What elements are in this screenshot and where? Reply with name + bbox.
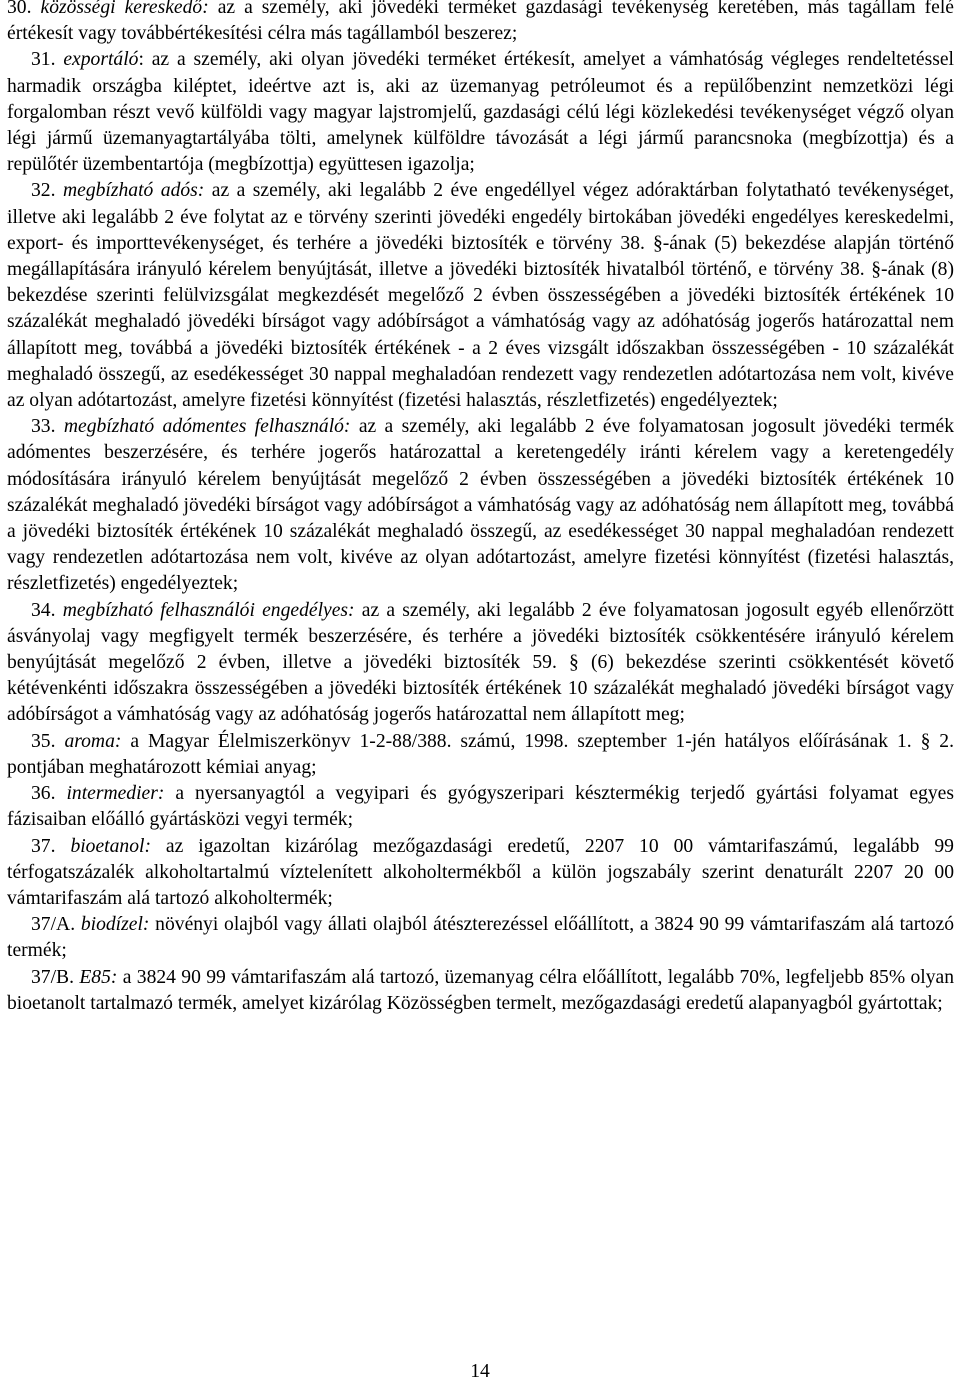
definition-number: 37/B. [31, 966, 75, 988]
definition-term: megbízható felhasználói engedélyes: [62, 599, 355, 621]
definition-term: biodízel: [80, 914, 150, 936]
definition-text: az a személy, aki jövedéki terméket gazdasági tevékenység keretében, más tagállam felé értékesít vagy továbbértékesítési célra más tagállamból beszerez; [7, 0, 954, 45]
definition-text: az a személy, aki legalább 2 éve folyamatosan jogosult egyéb ellenőrzött ásványolaj vagy megfigyelt termék beszerzésére, és terhére a jövedéki biztosíték csökkentésére irányuló kérelem benyújtását megelőző 2 évben, illetve a jövedéki biztosíték 59. § (6) bekezdése szerinti csökkentését követő kétévenkénti időszakra összességében a jövedéki biztosíték értékének 10 százalékát meghaladó jövedéki bírságot vagy adóbírságot a vámhatóság vagy az adóhatóság jogerős határozattal nem állapított meg; [7, 599, 954, 726]
definition-number: 33. [31, 416, 56, 438]
definition-number: 30. [7, 0, 32, 18]
definition-term: megbízható adós: [62, 180, 205, 202]
definition-term: közösségi kereskedő: [40, 0, 209, 18]
definition-term: megbízható adómentes felhasználó: [63, 416, 351, 438]
definition-31 [7, 47, 954, 178]
definition-number: 36. [31, 783, 56, 805]
definition-number: 34. [31, 599, 56, 621]
definition-30 [7, 0, 954, 47]
definition-37 [7, 834, 954, 913]
definition-number: 32. [31, 180, 56, 202]
definition-text: a 3824 90 99 vámtarifaszám alá tartozó, üzemanyag célra előállított, legalább 70%, legfeljebb 85% olyan bioetanolt tartalmazó termék, amelyet kizárólag Közösségben termelt, mezőgazdasági eredetű alapanyagból gyártottak; [7, 966, 954, 1014]
definitions-list [7, 0, 954, 1017]
definition-36 [7, 781, 954, 833]
definition-35 [7, 729, 954, 781]
definition-32 [7, 178, 954, 414]
definition-text: a nyersanyagtól a vegyipari és gyógyszeripari késztermékig terjedő gyártási folyamat egyes fázisaiban előálló gyártásközi vegyi termék; [7, 783, 954, 831]
definition-text: : az a személy, aki olyan jövedéki terméket értékesít, amelyet a vámhatóság végleges rendeltetéssel harmadik országba kiléptet, ideértve azt is, aki az üzemanyag petróleumot és a repülőbenzint nemzetközi légi forgalomban részt vevő külföldi vagy magyar lajstromjelű, gazdasági célú légi közlekedési tevékenységet végző olyan légi jármű üzemanyagtartályába tölti, amelynek külföldre távozását a légi jármű parancsnoka (megbízottja) és a repülőtér üzembentartója (megbízottja) együttesen igazolja; [7, 49, 954, 176]
definition-term: aroma: [64, 730, 122, 752]
definition-37a [7, 912, 954, 964]
definition-text: az a személy, aki legalább 2 éve folyamatosan jogosult jövedéki termék adómentes beszerzésére, és terhére jogerős határozattal a keretengedély iránti kérelem vagy a keretengedély módosítására irányuló kérelem benyújtását megelőző 2 évben összességében a jövedéki biztosíték értékének 10 százalékát meghaladó jövedéki bírságot vagy adóbírságot a vámhatóság vagy az adóhatóság nem állapított meg, továbbá a jövedéki biztosíték értékének 10 százalékát meghaladó összegű, az esedékességet 30 nappal meghaladóan rendezett vagy rendezetlen adótartozása nem volt, kivéve az olyan adótartozást, amelyre fizetési könnyítést (fizetési halasztás, részletfizetés) engedélyeztek; [7, 416, 954, 595]
definition-term: exportáló [63, 49, 139, 71]
definition-text: az igazoltan kizárólag mezőgazdasági eredetű, 2207 10 00 vámtarifaszámú, legalább 99 térfogatszázalék alkoholtartalmú víztelenített alkoholtermékből a külön jogszabály szerint denaturált 2207 20 00 vámtarifaszám alá tartozó alkoholtermék; [7, 835, 954, 909]
definition-term: bioetanol: [70, 835, 151, 857]
page-number: 14 [470, 1361, 490, 1382]
definition-number: 37. [31, 835, 56, 857]
definition-37b [7, 965, 954, 1017]
definition-34 [7, 598, 954, 729]
definition-33 [7, 414, 954, 597]
definition-text: az a személy, aki legalább 2 éve engedéllyel végez adóraktárban folytatható tevékenységet, illetve aki legalább 2 éve folytat az e törvény szerinti jövedéki engedély birtokában jövedéki engedélyes kereskedelmi, export- és importtevékenységet, és terhére a jövedéki biztosíték e törvény 38. §-ának (5) bekezdése alapján történő megállapítására irányuló kérelem benyújtását, illetve a jövedéki biztosíték hivatalból történő, e törvény 38. §-ának (8) bekezdése szerinti felülvizsgálat megkezdését megelőző 2 évben összességében a jövedéki biztosíték értékének 10 százalékát meghaladó jövedéki bírságot vagy adóbírságot a vámhatóság vagy az adóhatóság jogerős határozattal nem állapított meg, továbbá a jövedéki biztosíték értékének - a 2 éves vizsgált időszakban összességében - 10 százalékát meghaladó összegű, az esedékességet 30 nappal meghaladóan rendezett vagy rendezetlen adótartozása nem volt, kivéve az olyan adótartozást, amelyre fizetési könnyítést (fizetési halasztás, részletfizetés) engedélyeztek; [7, 180, 954, 412]
definition-number: 31. [31, 49, 56, 71]
definition-text: növényi olajból vagy állati olajból átészterezéssel előállított, a 3824 90 99 vámtarifaszám alá tartozó termék; [7, 914, 954, 962]
definition-number: 37/A. [31, 914, 76, 936]
definition-number: 35. [31, 730, 56, 752]
definition-text: a Magyar Élelmiszerkönyv 1-2-88/388. számú, 1998. szeptember 1-jén hatályos előírásának 1. § 2. pontjában meghatározott kémiai anyag; [7, 730, 954, 778]
definition-term: E85: [79, 966, 118, 988]
definition-term: intermedier: [66, 783, 165, 805]
